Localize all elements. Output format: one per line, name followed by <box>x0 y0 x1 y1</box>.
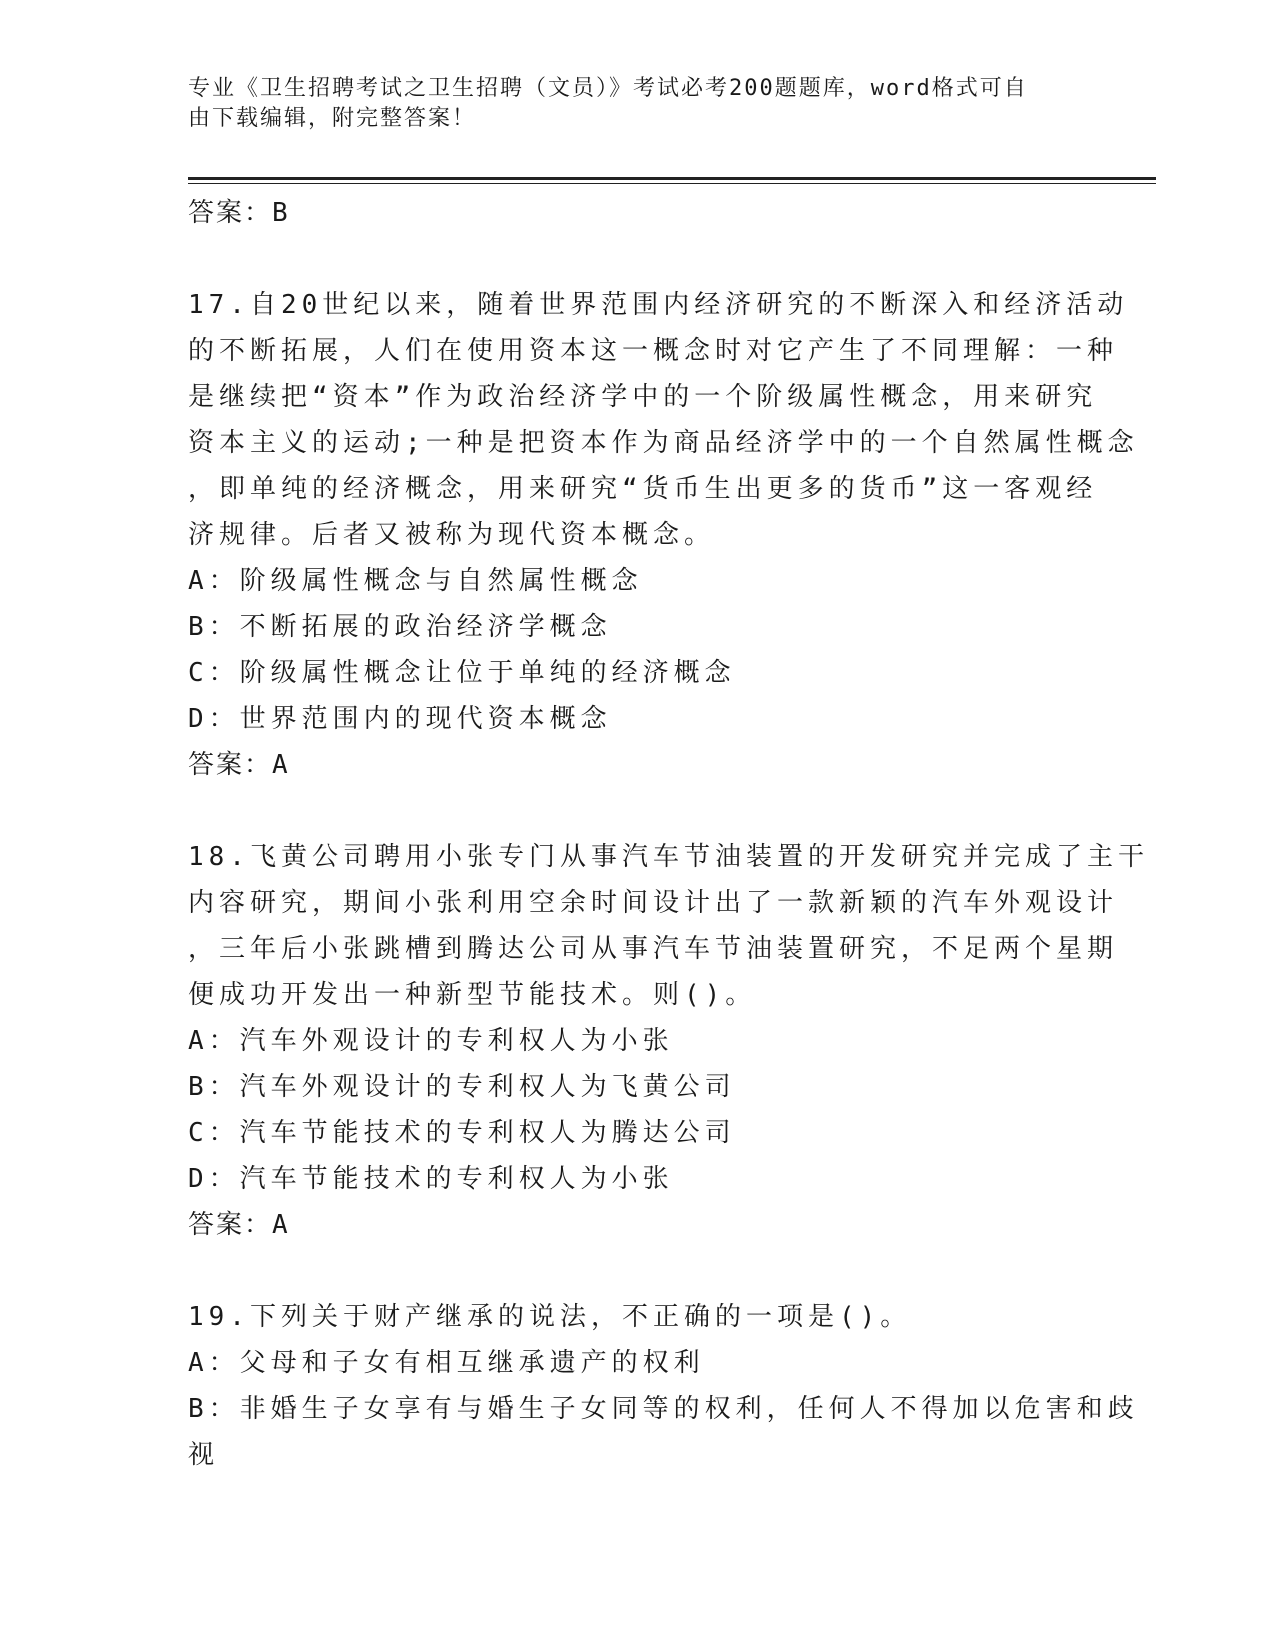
question-18-option-c: C：汽车节能技术的专利权人为腾达公司 <box>188 1118 736 1148</box>
answer-q18: 答案：A <box>188 1210 290 1240</box>
question-17-option-c: C：阶级属性概念让位于单纯的经济概念 <box>188 658 736 688</box>
question-18-option-a: A：汽车外观设计的专利权人为小张 <box>188 1026 674 1056</box>
spacer <box>188 1248 1088 1294</box>
question-17-line-3: 是继续把“资本”作为政治经济学中的一个阶级属性概念，用来研究 <box>188 382 1098 412</box>
question-18 <box>188 834 1149 1248</box>
question-17-option-d: D：世界范围内的现代资本概念 <box>188 704 612 734</box>
question-17-line-5: ，即单纯的经济概念，用来研究“货币生出更多的货币”这一客观经 <box>188 474 1098 504</box>
answer-q17: 答案：A <box>188 750 290 780</box>
spacer <box>188 788 1088 834</box>
question-17-line-6: 济规律。后者又被称为现代资本概念。 <box>188 520 716 550</box>
question-17-line-2: 的不断拓展，人们在使用资本这一概念时对它产生了不同理解：一种 <box>188 336 1119 366</box>
header-line-2: 由下载编辑，附完整答案！ <box>188 106 477 131</box>
question-19-option-b: B：非婚生子女享有与婚生子女同等的权利，任何人不得加以危害和歧 <box>188 1394 1139 1424</box>
question-19 <box>188 1294 1139 1478</box>
question-17-line-1: 17.自20世纪以来，随着世界范围内经济研究的不断深入和经济活动 <box>188 290 1129 320</box>
question-19-line-1: 19.下列关于财产继承的说法，不正确的一项是()。 <box>188 1302 912 1332</box>
question-18-line-1: 18.飞黄公司聘用小张专门从事汽车节油装置的开发研究并完成了主干 <box>188 842 1149 872</box>
question-18-option-b: B：汽车外观设计的专利权人为飞黄公司 <box>188 1072 736 1102</box>
answer-q16: 答案：B <box>188 198 290 228</box>
header-rule-thin <box>188 183 1156 184</box>
question-18-line-2: 内容研究，期间小张利用空余时间设计出了一款新颖的汽车外观设计 <box>188 888 1119 918</box>
question-19-option-b-cont: 视 <box>188 1440 220 1470</box>
header-line-1: 专业《卫生招聘考试之卫生招聘（文员）》考试必考200题题库，word格式可自 <box>188 76 1028 101</box>
question-17-line-4: 资本主义的运动;一种是把资本作为商品经济学中的一个自然属性概念 <box>188 428 1139 458</box>
header-rule-thick <box>188 177 1156 180</box>
question-18-line-3: ，三年后小张跳槽到腾达公司从事汽车节油装置研究，不足两个星期 <box>188 934 1119 964</box>
question-19-option-a: A：父母和子女有相互继承遗产的权利 <box>188 1348 705 1378</box>
document-body <box>188 190 1149 1478</box>
question-18-option-d: D：汽车节能技术的专利权人为小张 <box>188 1164 674 1194</box>
question-17 <box>188 282 1139 788</box>
question-17-option-a: A：阶级属性概念与自然属性概念 <box>188 566 643 596</box>
question-18-line-4: 便成功开发出一种新型节能技术。则()。 <box>188 980 757 1010</box>
spacer <box>188 236 1088 282</box>
document-header <box>188 74 1068 134</box>
question-17-option-b: B：不断拓展的政治经济学概念 <box>188 612 612 642</box>
